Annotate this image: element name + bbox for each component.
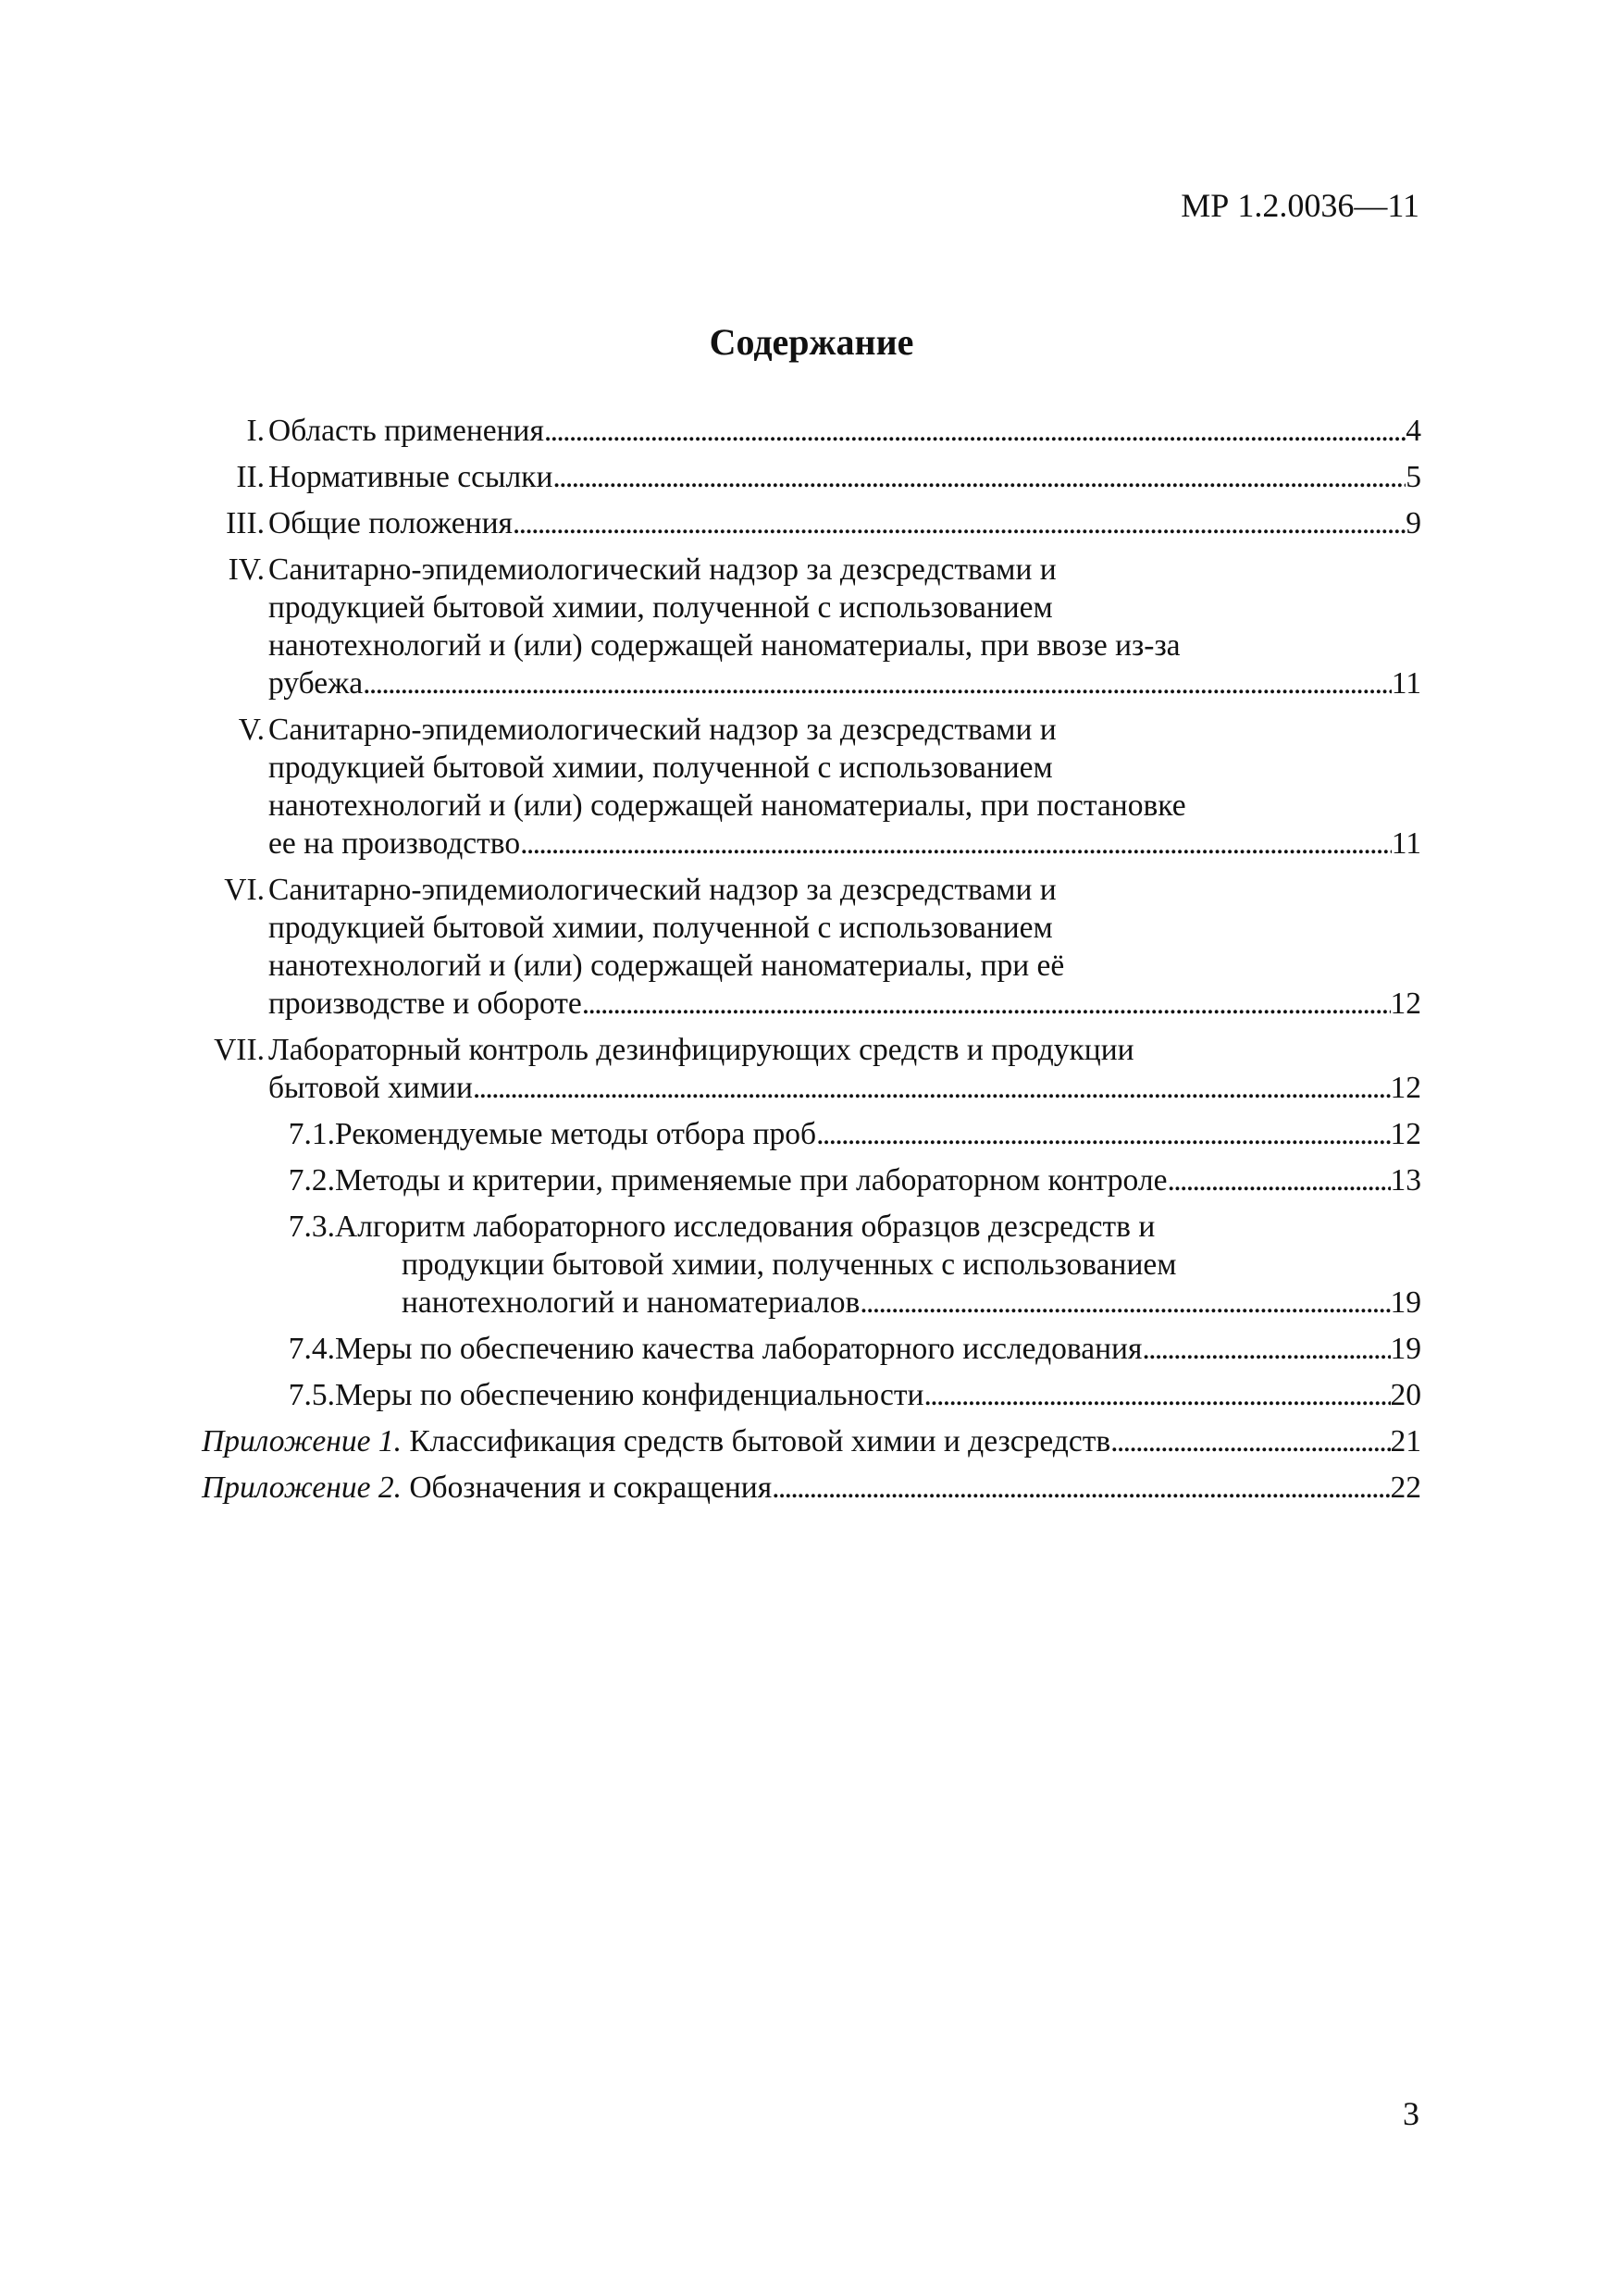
toc-entry-2[interactable] <box>202 458 1421 496</box>
toc-appendix-1[interactable] <box>194 1422 1421 1460</box>
toc-entry-number: I. <box>246 414 265 448</box>
toc-entry-number: II. <box>236 460 265 494</box>
toc-entry-title: Нормативные ссылки <box>268 460 553 494</box>
toc-entry-title: Меры по обеспечению конфиденциальности <box>335 1378 924 1412</box>
toc-leader-dots <box>923 1376 1390 1414</box>
toc-entry-line: рубежа <box>268 666 364 701</box>
toc-entry-7[interactable] <box>202 1031 1421 1107</box>
toc-page-number: 12 <box>1390 1071 1421 1105</box>
toc-subentry-7-5[interactable] <box>202 1376 1421 1414</box>
toc-entry-1[interactable] <box>202 412 1421 450</box>
toc-page-number: 13 <box>1390 1163 1421 1198</box>
toc-entry-title: Классификация средств бытовой химии и дезсредств <box>409 1424 1111 1458</box>
toc-page-number: 9 <box>1406 506 1421 540</box>
toc-leader-dots <box>363 664 1392 702</box>
toc-entry-line: нанотехнологий и (или) содержащей наноматериалы, при постановке <box>268 788 1186 823</box>
toc-page-number: 20 <box>1390 1378 1421 1412</box>
toc-leader-dots <box>513 504 1406 542</box>
document-code: МР 1.2.0036—11 <box>1181 187 1419 224</box>
toc-entry-line: продукцией бытовой химии, полученной с использованием <box>268 590 1053 625</box>
toc-entry-number: VI. <box>224 873 265 907</box>
toc-entry-line: ее на производство <box>268 826 521 861</box>
toc-entry-number: III. <box>226 506 265 540</box>
toc-entry-number: 7.5. <box>288 1378 335 1412</box>
toc-page-number: 19 <box>1390 1332 1421 1366</box>
toc-entry-3[interactable] <box>202 504 1421 542</box>
toc-leader-dots <box>1167 1161 1390 1199</box>
toc-entry-6[interactable] <box>202 871 1421 1023</box>
toc-entry-line: Лабораторный контроль дезинфицирующих средств и продукции <box>268 1033 1134 1067</box>
toc-entry-title: Область применения <box>268 414 544 448</box>
toc-entry-title: Рекомендуемые методы отбора проб <box>335 1117 817 1151</box>
page-title: Содержание <box>709 321 914 363</box>
toc-leader-dots <box>1142 1330 1390 1368</box>
toc-subentry-7-4[interactable] <box>202 1330 1421 1368</box>
toc-entry-line: бытовой химии <box>268 1071 473 1105</box>
toc-page-number: 19 <box>1390 1285 1421 1320</box>
toc-leader-dots <box>772 1469 1390 1507</box>
toc-page-number: 11 <box>1391 666 1421 701</box>
toc-page-number: 12 <box>1390 1117 1421 1151</box>
toc-leader-dots <box>544 412 1406 450</box>
toc-entry-line: Санитарно-эпидемиологический надзор за дезсредствами и <box>268 713 1057 747</box>
toc-page-number: 21 <box>1390 1424 1421 1458</box>
toc-entry-number: 7.1. <box>288 1117 335 1151</box>
toc-leader-dots <box>816 1115 1390 1153</box>
toc-leader-dots <box>520 825 1392 863</box>
toc-entry-line: продукцией бытовой химии, полученной с использованием <box>268 911 1053 945</box>
toc-entry-line: Санитарно-эпидемиологический надзор за дезсредствами и <box>268 873 1057 907</box>
toc-entry-title: Обозначения и сокращения <box>409 1471 773 1505</box>
toc-page-number: 4 <box>1406 414 1421 448</box>
page-number: 3 <box>1403 2095 1419 2132</box>
toc-leader-dots <box>552 458 1406 496</box>
toc-entry-4[interactable] <box>202 551 1421 702</box>
toc-page-number: 11 <box>1391 826 1421 861</box>
appendix-label: Приложение 1. <box>202 1424 402 1458</box>
toc-entry-line: нанотехнологий и наноматериалов <box>402 1285 861 1320</box>
toc-entry-number: IV. <box>228 552 265 587</box>
toc-entry-line: нанотехнологий и (или) содержащей наноматериалы, при её <box>268 949 1065 983</box>
toc-entry-number: V. <box>238 713 265 747</box>
toc-entry-title: Общие положения <box>268 506 513 540</box>
toc-page-number: 12 <box>1390 987 1421 1021</box>
toc-entry-title: Методы и критерии, применяемые при лабораторном контроле <box>335 1163 1168 1198</box>
toc-entry-5[interactable] <box>202 711 1421 863</box>
toc-entry-line: Алгоритм лабораторного исследования образцов дезсредств и <box>335 1210 1156 1244</box>
toc-entry-line: нанотехнологий и (или) содержащей наноматериалы, при ввозе из-за <box>268 628 1181 663</box>
toc-entry-title: Меры по обеспечению качества лабораторного исследования <box>335 1332 1143 1366</box>
appendix-label: Приложение 2. <box>202 1471 402 1505</box>
toc-page-number: 22 <box>1390 1471 1421 1505</box>
toc-entry-line: Санитарно-эпидемиологический надзор за дезсредствами и <box>268 552 1057 587</box>
toc-leader-dots <box>473 1069 1391 1107</box>
table-of-contents <box>202 412 1421 1515</box>
toc-entry-line: продукцией бытовой химии, полученной с использованием <box>268 751 1053 785</box>
toc-leader-dots <box>1110 1422 1390 1460</box>
toc-entry-number: VII. <box>214 1033 265 1067</box>
toc-appendix-2[interactable] <box>194 1469 1421 1507</box>
toc-leader-dots <box>582 985 1391 1023</box>
toc-page-number: 5 <box>1406 460 1421 494</box>
toc-subentry-7-1[interactable] <box>202 1115 1421 1153</box>
toc-subentry-7-2[interactable] <box>202 1161 1421 1199</box>
toc-entry-number: 7.2. <box>288 1163 335 1198</box>
toc-entry-number: 7.4. <box>288 1332 335 1366</box>
toc-leader-dots <box>860 1284 1390 1322</box>
toc-subentry-7-3[interactable] <box>202 1208 1421 1322</box>
toc-entry-line: продукции бытовой химии, полученных с использованием <box>402 1247 1177 1282</box>
toc-entry-number: 7.3. <box>288 1210 335 1244</box>
toc-entry-line: производстве и обороте <box>268 987 582 1021</box>
